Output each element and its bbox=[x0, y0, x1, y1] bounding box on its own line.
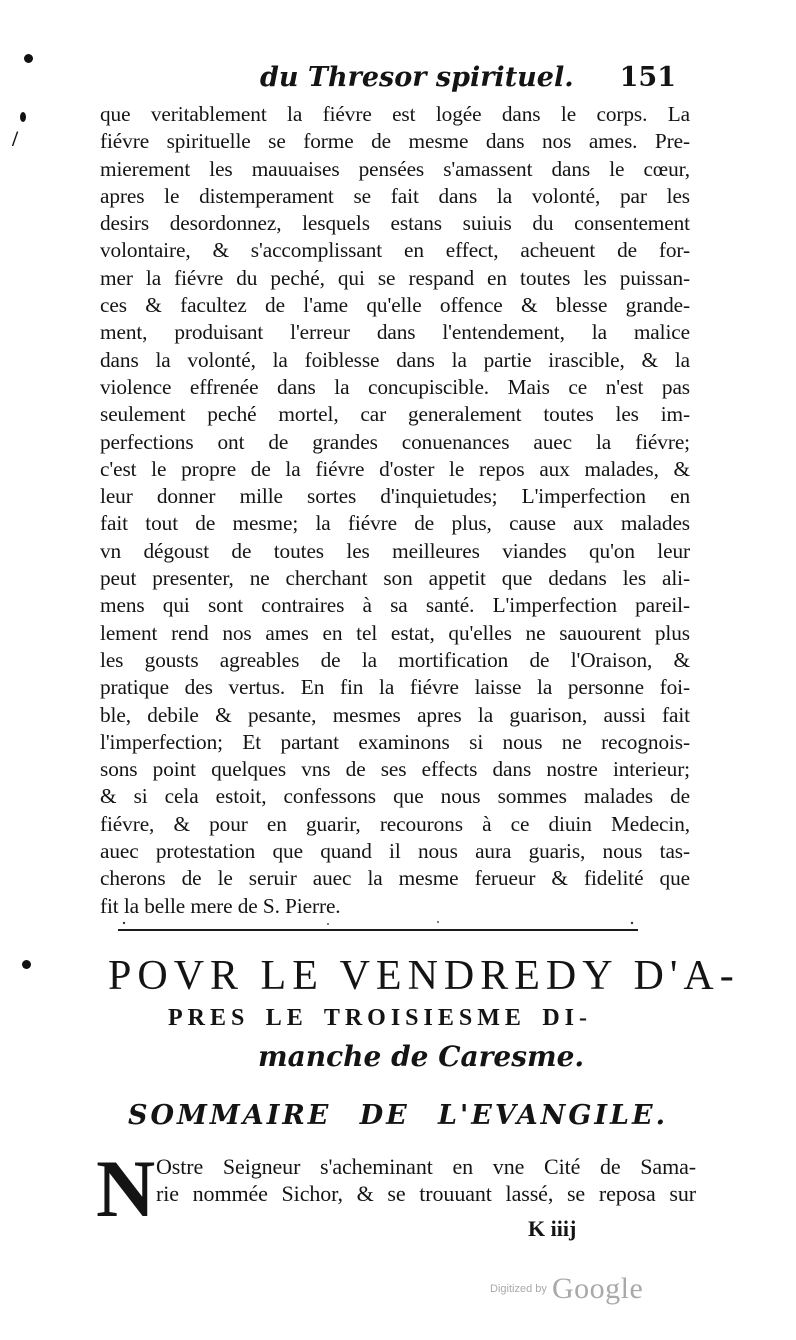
text-line: pratique des vertus. En fin la fiévre laisse la personne foi- bbox=[100, 675, 690, 700]
text-line: auec protestation que quand il nous aura guaris, nous tas- bbox=[100, 839, 690, 864]
text-line: perfections ont de grandes conuenances auec la fiévre; bbox=[100, 429, 690, 454]
text-line: peut presenter, ne cherchant son appetit que dedans les ali- bbox=[100, 566, 690, 591]
text-line: l'imperfection; Et partant examinons si nous ne recognois- bbox=[100, 729, 690, 754]
text-line: & si cela estoit, confessons que nous sommes malades de bbox=[100, 784, 690, 809]
text-line: lement rend nos ames en tel estat, qu'elles ne sauourent plus bbox=[100, 620, 690, 645]
text-line: ces & facultez de l'ame qu'elle offence & blesse grande- bbox=[100, 293, 690, 318]
text-line: ment, produisant l'erreur dans l'entendement, la malice bbox=[100, 320, 690, 345]
running-title: du Thresor spirituel. bbox=[260, 62, 574, 93]
digitization-watermark bbox=[490, 1272, 643, 1312]
text-line: rie nommée Sichor, & se trouuant lassé, se reposa sur bbox=[156, 1181, 696, 1207]
text-line: que veritablement la fiévre est logée dans le corps. La bbox=[100, 102, 690, 126]
section-rule bbox=[118, 929, 638, 931]
text-line: dans la volonté, la foiblesse dans la partie irascible, & la bbox=[100, 347, 690, 372]
text-line: cherons de le seruir auec la mesme ferueur & fidelité que bbox=[100, 866, 690, 891]
margin-speck bbox=[20, 112, 26, 122]
signature-mark: K iiij bbox=[528, 1216, 577, 1241]
text-line: Ostre Seigneur s'acheminant en vne Cité de Sama- bbox=[156, 1154, 696, 1179]
text-line: seulement peché mortel, car generalement toutes les im- bbox=[100, 402, 690, 427]
text-line: apres le distemperament se fait dans la volonté, par les bbox=[100, 183, 690, 208]
text-line: fiévre, & pour en guarir, recourons à ce diuin Medecin, bbox=[100, 811, 690, 836]
text-line: sons point quelques vns de ses effects dans nostre interieur; bbox=[100, 757, 690, 782]
text-line: ble, debile & pesante, mesmes apres la guarison, aussi fait bbox=[100, 702, 690, 727]
text-line: fiévre spirituelle se forme de mesme dans nos ames. Pre- bbox=[100, 129, 690, 154]
text-line: mens qui sont contraires à sa santé. L'imperfection pareil- bbox=[100, 593, 690, 618]
running-head bbox=[240, 58, 680, 98]
text-line: mer la fiévre du peché, qui se respand en toutes les puissan- bbox=[100, 265, 690, 290]
body-text bbox=[100, 101, 690, 920]
drop-cap: N bbox=[96, 1143, 156, 1234]
text-line: violence effrenée dans la concupiscible. Mais ce n'est pas bbox=[100, 374, 690, 399]
section-heading-line-3: manche de Caresme. bbox=[258, 1040, 585, 1073]
section-heading-line-1: POVR LE VENDREDY D'A- bbox=[108, 953, 740, 999]
watermark-logo: Google bbox=[551, 1272, 644, 1305]
text-line: fit la belle mere de S. Pierre. bbox=[100, 893, 341, 918]
gospel-summary bbox=[156, 1153, 696, 1208]
text-line: desirs desordonnez, lesquels estans suiuis du consentement bbox=[100, 211, 690, 236]
margin-mark: / bbox=[12, 126, 19, 151]
text-line: c'est le propre de la fiévre d'oster le repos aux malades, & bbox=[100, 456, 690, 481]
text-line: vn dégoust de toutes les meilleures viandes qu'on leur bbox=[100, 538, 690, 563]
margin-speck bbox=[22, 960, 31, 969]
page-number: 151 bbox=[619, 62, 676, 93]
text-line: mierement les mauuaises pensées s'amassent dans le cœur, bbox=[100, 156, 690, 181]
text-line: les gousts agreables de la mortification de l'Oraison, & bbox=[100, 647, 690, 672]
text-line: leur donner mille sortes d'inquietudes; L'imperfection en bbox=[100, 484, 690, 509]
text-line: fait tout de mesme; la fiévre de plus, cause aux malades bbox=[100, 511, 690, 536]
summary-heading: SOMMAIRE DE L'EVANGILE. bbox=[128, 1100, 668, 1131]
margin-speck bbox=[24, 54, 33, 63]
text-line: volontaire, & s'accomplissant en effect, acheuent de for- bbox=[100, 238, 690, 263]
watermark-prefix: Digitized by bbox=[490, 1283, 547, 1295]
rule-ornament bbox=[118, 919, 638, 929]
section-heading-line-2: PRES LE TROISIESME DI- bbox=[168, 1005, 592, 1031]
